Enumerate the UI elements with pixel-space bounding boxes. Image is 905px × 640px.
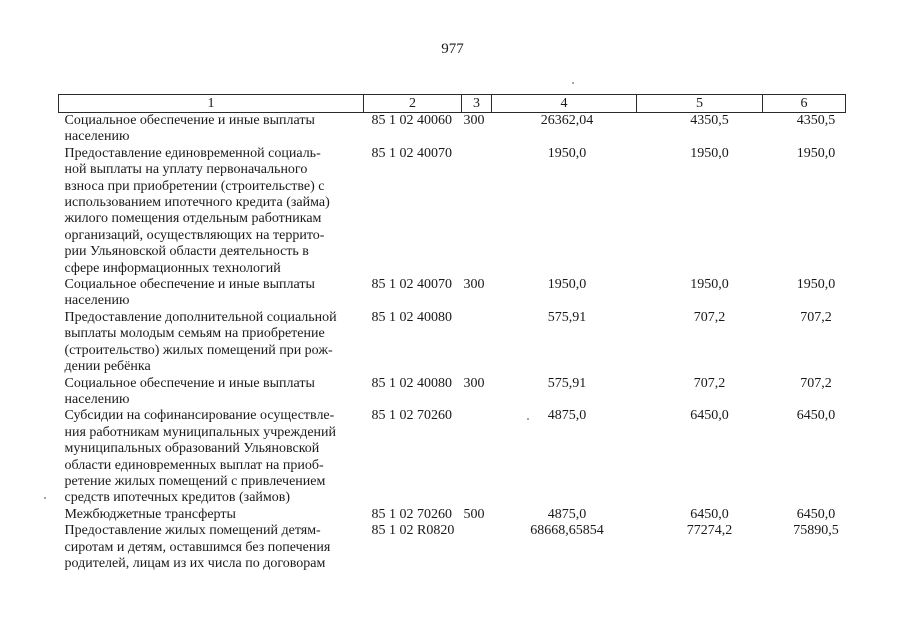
row-name-line: Предоставление дополнительной социальной xyxy=(64,309,337,325)
scan-speck xyxy=(572,82,574,84)
row-vr: 300 xyxy=(463,113,485,128)
row-name-line: Субсидии на софинансирование осуществле- xyxy=(64,408,335,424)
row-name xyxy=(59,277,364,310)
row-name-line: сфере информационных технологий xyxy=(64,260,281,276)
row-name-line: муниципальных образований Ульяновской xyxy=(64,441,320,457)
row-name-line: использованием ипотечного кредита (займа) xyxy=(64,195,330,211)
row-value-6: 4350,5 xyxy=(796,113,836,128)
header-col-3: 3 xyxy=(462,95,492,113)
row-name xyxy=(59,408,364,506)
row-vr: 300 xyxy=(463,277,485,293)
row-vr: 500 xyxy=(463,506,485,522)
row-name-line: Предоставление жилых помещений детям- xyxy=(64,523,321,539)
row-code: 85 1 02 R0820 xyxy=(371,523,455,539)
row-name-line: Предоставление единовременной социаль- xyxy=(64,145,321,161)
row-name xyxy=(59,310,364,376)
table-body xyxy=(59,113,846,573)
header-col-1: 1 xyxy=(59,95,364,113)
row-name-line: взноса при приобретении (строительстве) с xyxy=(64,178,325,194)
table-row xyxy=(59,113,846,146)
row-vr xyxy=(462,310,492,376)
row-name-line: ретение жилых помещений с привлечением xyxy=(64,473,326,489)
table-row xyxy=(59,146,846,277)
row-value-6: 6450,0 xyxy=(796,408,836,424)
row-name-line: Социальное обеспечение и иные выплаты xyxy=(64,113,315,128)
row-value-6: 707,2 xyxy=(800,375,832,391)
row-name-line: ной выплаты на уплату первоначального xyxy=(64,162,308,178)
row-name-line: рии Ульяновской области деятельность в xyxy=(64,244,309,260)
row-value-6: 1950,0 xyxy=(796,145,836,161)
row-value-6: 75890,5 xyxy=(793,523,839,539)
row-name xyxy=(59,523,364,572)
row-value-6: 6450,0 xyxy=(796,506,836,522)
row-code: 85 1 02 40070 xyxy=(371,145,452,161)
row-value-5: 707,2 xyxy=(693,375,726,391)
header-row xyxy=(59,95,846,113)
row-value-4: 4875,0 xyxy=(547,408,587,424)
row-code: 85 1 02 40060 xyxy=(371,113,452,128)
row-value-4: 68668,65854 xyxy=(530,523,604,539)
row-name xyxy=(59,507,364,523)
row-value-5: 6450,0 xyxy=(690,506,729,522)
header-col-6: 6 xyxy=(763,95,846,113)
row-name-line: дении ребёнка xyxy=(64,359,151,375)
table-row xyxy=(59,376,846,409)
row-code: 85 1 02 70260 xyxy=(371,408,452,424)
row-value-5: 1950,0 xyxy=(690,145,729,161)
row-name-line: сиротам и детям, оставшимся без попечения xyxy=(64,539,331,555)
row-name-line: населению xyxy=(64,391,130,407)
budget-table xyxy=(58,94,846,572)
row-code: 85 1 02 40080 xyxy=(371,375,452,391)
row-vr xyxy=(462,146,492,277)
row-name-line: средств ипотечных кредитов (займов) xyxy=(64,490,291,506)
row-name-line: организаций, осуществляющих на террито- xyxy=(64,227,325,243)
row-vr xyxy=(462,408,492,506)
row-value-5: 6450,0 xyxy=(690,408,729,424)
row-name-line: ния работникам муниципальных учреждений xyxy=(64,424,337,440)
table-row xyxy=(59,507,846,523)
row-name-line: (строительство) жилых помещений при рож- xyxy=(64,342,333,358)
row-code: 85 1 02 70260 xyxy=(371,506,452,522)
scan-speck xyxy=(44,497,46,499)
row-value-4: 1950,0 xyxy=(547,277,587,293)
row-value-4: 575,91 xyxy=(547,375,587,391)
row-name-line: области единовременных выплат на приоб- xyxy=(64,457,324,473)
header-col-2: 2 xyxy=(364,95,462,113)
page-number: 977 xyxy=(441,41,464,57)
header-col-5: 5 xyxy=(637,95,763,113)
row-value-4: 1950,0 xyxy=(547,145,587,161)
row-code: 85 1 02 40070 xyxy=(371,277,452,293)
row-name-line: населению xyxy=(64,293,130,309)
row-value-4: 26362,04 xyxy=(540,113,594,128)
row-value-5: 707,2 xyxy=(693,309,726,325)
row-name-line: Межбюджетные трансферты xyxy=(64,506,236,522)
row-vr: 300 xyxy=(463,375,485,391)
row-value-5: 1950,0 xyxy=(690,277,729,293)
row-value-5: 77274,2 xyxy=(686,523,733,539)
row-name xyxy=(59,146,364,277)
table-row xyxy=(59,523,846,572)
row-value-4: 575,91 xyxy=(547,309,587,325)
header-col-4: 4 xyxy=(492,95,637,113)
row-value-4: 4875,0 xyxy=(547,506,587,522)
row-name xyxy=(59,376,364,409)
row-value-5: 4350,5 xyxy=(690,113,729,128)
table-row xyxy=(59,408,846,506)
row-name-line: Социальное обеспечение и иные выплаты xyxy=(64,277,315,293)
row-name-line: Социальное обеспечение и иные выплаты xyxy=(64,375,315,391)
row-value-6: 1950,0 xyxy=(796,277,836,293)
row-value-6: 707,2 xyxy=(800,309,832,325)
row-name-line: жилого помещения отдельным работникам xyxy=(64,211,322,227)
row-name-line: выплаты молодым семьям на приобретение xyxy=(64,326,325,342)
table-row xyxy=(59,277,846,310)
row-code: 85 1 02 40080 xyxy=(371,309,452,325)
row-name xyxy=(59,113,364,146)
table-row xyxy=(59,310,846,376)
row-name-line: населению xyxy=(64,129,130,145)
row-vr xyxy=(462,523,492,572)
row-name-line: родителей, лицам из их числа по договорам xyxy=(64,555,326,571)
